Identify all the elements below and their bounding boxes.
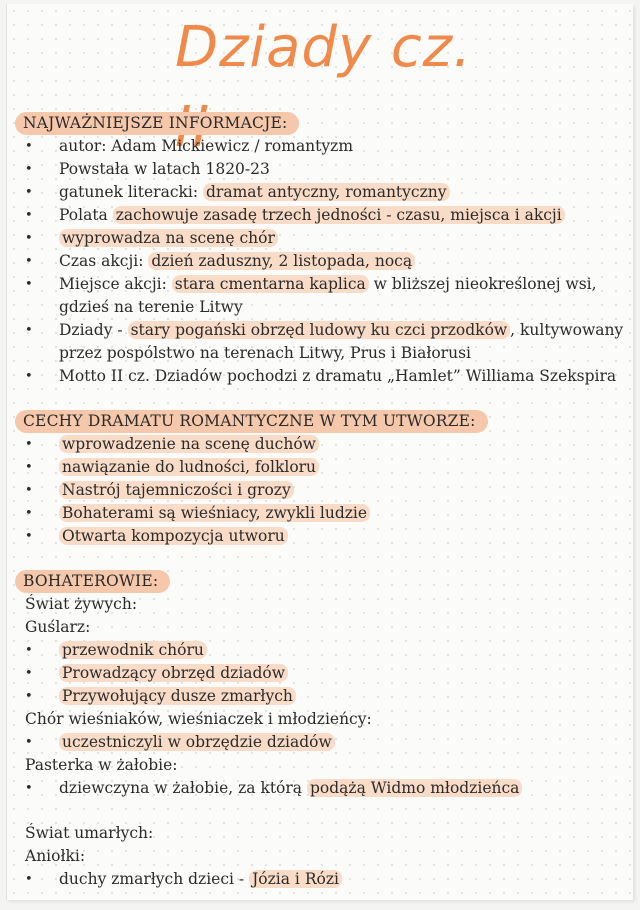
item-highlight: zachowuje zasadę trzech jedności - czasu, miejsca i akcji: [113, 206, 565, 224]
item-highlight: stary pogański obrzęd ludowy ku czci przodków: [128, 321, 511, 339]
item-highlight: uczestniczyli w obrzędzie dziadów: [59, 733, 335, 751]
item-text: w bliższej nieokreślonej wsi, gdzieś na terenie Litwy: [59, 275, 597, 316]
list-item: [19, 181, 624, 204]
list-item: [19, 639, 624, 662]
list-item: [19, 433, 624, 456]
list-item: [19, 158, 624, 181]
guslarz-list: [19, 639, 624, 708]
item-highlight: Otwarta kompozycja utworu: [59, 527, 288, 545]
shepherdess-label: Pasterka w żałobie:: [25, 756, 178, 774]
list-item: [19, 502, 624, 525]
item-highlight: nawiązanie do ludności, folkloru: [59, 458, 319, 476]
section-heading-characters: BOHATEROWIE:: [15, 570, 170, 593]
choir-list: [19, 731, 624, 754]
list-item: [19, 731, 624, 754]
features-list: [19, 433, 624, 548]
list-item: [19, 777, 624, 800]
item-highlight: wprowadzenie na scenę duchów: [59, 435, 319, 453]
item-highlight: Nastrój tajemniczości i grozy: [59, 481, 294, 499]
item-text: Powstała w latach 1820-23: [59, 160, 270, 178]
list-item: [19, 479, 624, 502]
list-item: [19, 319, 624, 365]
item-highlight: przewodnik chóru: [59, 641, 207, 659]
list-item: [19, 685, 624, 708]
item-text: Miejsce akcji:: [59, 275, 172, 293]
item-highlight: dzień zaduszny, 2 listopada, nocą: [148, 252, 415, 270]
choir-label: Chór wieśniaków, wieśniaczek i młodzieńcy:: [25, 710, 372, 728]
item-highlight: Prowadzący obrzęd dziadów: [59, 664, 288, 682]
item-text: dziewczyna w żałobie, za którą: [59, 779, 307, 797]
item-text: Dziady -: [59, 321, 128, 339]
note-page: [6, 4, 633, 900]
list-item: [19, 525, 624, 548]
list-item: [19, 365, 624, 388]
list-item: [19, 250, 624, 273]
item-text: gatunek literacki:: [59, 183, 203, 201]
angels-label: Aniołki:: [25, 847, 86, 865]
note-content: [19, 112, 624, 891]
item-highlight: Przywołujący dusze zmarłych: [59, 687, 296, 705]
list-item: [19, 662, 624, 685]
list-item: [19, 456, 624, 479]
item-text: Czas akcji:: [59, 252, 149, 270]
item-text: , kultywowany przez pospólstwo na terenach Litwy, Prus i Białorusi: [59, 321, 624, 362]
angels-list: [19, 868, 624, 891]
item-highlight: podążą Widmo młodzieńca: [307, 779, 522, 797]
world-dead-label: Świat umarłych:: [25, 824, 154, 842]
shepherdess-list: [19, 777, 624, 800]
item-highlight: stara cmentarna kaplica: [172, 275, 369, 293]
guslarz-label: Guślarz:: [25, 618, 91, 636]
list-item: [19, 273, 624, 319]
list-item: [19, 868, 624, 891]
list-item: [19, 204, 624, 227]
list-item: [19, 135, 624, 158]
item-highlight: dramat antyczny, romantyczny: [203, 183, 450, 201]
world-living-label: Świat żywych:: [25, 595, 138, 613]
item-highlight: Józia i Rózi: [249, 870, 342, 888]
section-heading-features: CECHY DRAMATU ROMANTYCZNE W TYM UTWORZE:: [15, 410, 488, 433]
list-item: [19, 227, 624, 250]
item-text: Motto II cz. Dziadów pochodzi z dramatu „Hamlet” Williama Szekspira: [59, 367, 617, 385]
item-text: Polata: [59, 206, 113, 224]
item-highlight: wyprowadza na scenę chór: [59, 229, 278, 247]
section-heading-info: NAJWAŻNIEJSZE INFORMACJE:: [15, 112, 299, 135]
page-title: Dziady cz.: [175, 15, 472, 80]
item-highlight: Bohaterami są wieśniacy, zwykli ludzie: [59, 504, 370, 522]
info-list: [19, 135, 624, 388]
item-text: duchy zmarłych dzieci -: [59, 870, 250, 888]
item-text: autor: Adam Mickiewicz / romantyzm: [59, 137, 354, 155]
